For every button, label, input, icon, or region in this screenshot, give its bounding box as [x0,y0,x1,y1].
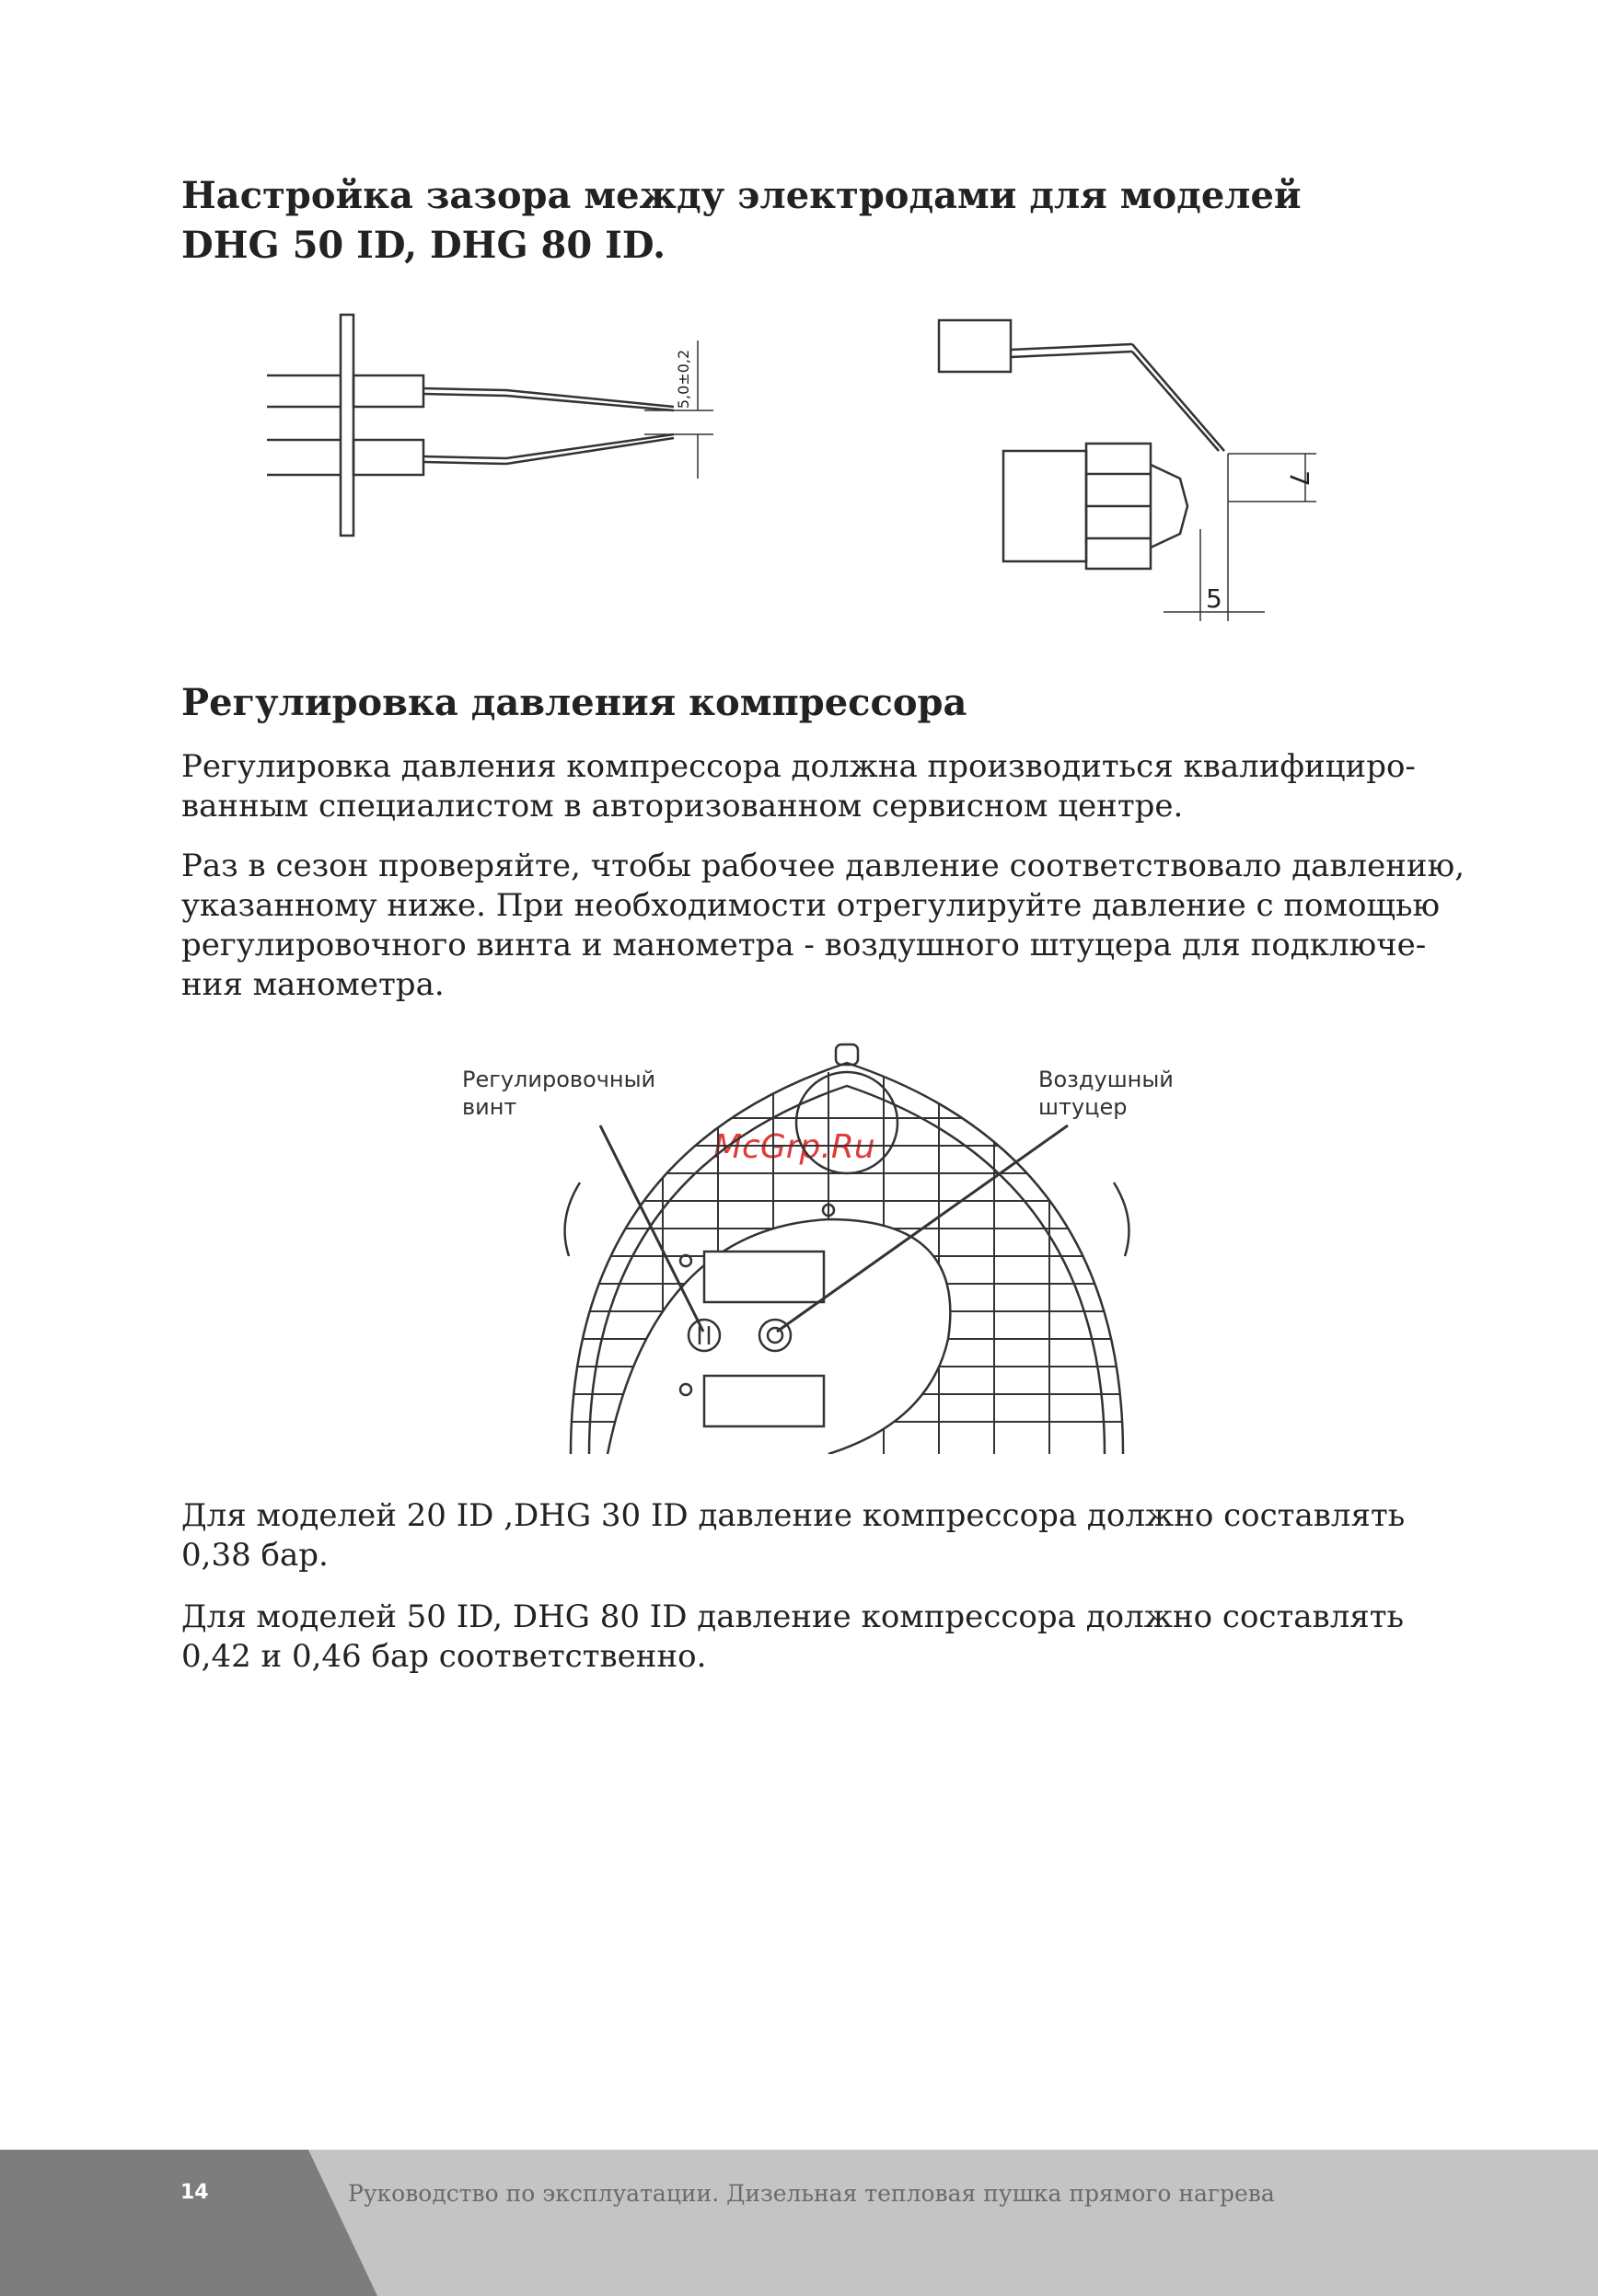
watermark-text: McGrp.Ru [713,1128,875,1166]
compressor-diagram [552,1035,1141,1454]
compressor-check-paragraph: Раз в сезон проверяйте, чтобы рабочее давление соответствовало давлению, указанному ниже. При необходимости отрегулируйте давление с помощью регулировочного винта и манометра - воздушного штуцера для подключе- ния манометра. [181,848,1465,1003]
electrode-insulator-bottom [353,440,423,475]
nozzle-body [1003,451,1086,561]
adjusting-screw [689,1320,720,1351]
electrode-gap-diagram [249,304,1353,635]
pressure-large-models: Для моделей 50 ID, DHG 80 ID давление компрессора должно составлять 0,42 и 0,46 бар соответственно. [181,1598,1405,1675]
gap-dimension-label: 5,0±0,2 [675,349,692,410]
electrode-gap-heading: Настройка зазора между электродами для моделей DHG 50 ID, DHG 80 ID. [181,174,1302,267]
compressor-intro-paragraph: Регулировка давления компрессора должна производиться квалифициро- ванным специалистом в авторизованном сервисном центре. [181,748,1416,825]
pressure-small-models: Для моделей 20 ID ,DHG 30 ID давление компрессора должно составлять 0,38 бар. [181,1497,1406,1574]
air-fitting-label: Воздушный штуцер [1038,1067,1174,1120]
electrode-flange [341,315,353,536]
electrode-insulator-top [353,375,423,407]
dimension-5-label: 5 [1206,583,1222,614]
compressor-pressure-heading: Регулировка давления компрессора [181,681,967,724]
electrode-holder [939,320,1011,372]
nozzle-tip [1151,465,1187,548]
adjusting-screw-label: Регулировочный винт [462,1067,656,1120]
dimension-7-label: 7 [1284,470,1314,487]
page-number: 14 [180,2181,209,2204]
footer-title: Руководство по эксплуатации. Дизельная тепловая пушка прямого нагрева [348,2180,1275,2207]
